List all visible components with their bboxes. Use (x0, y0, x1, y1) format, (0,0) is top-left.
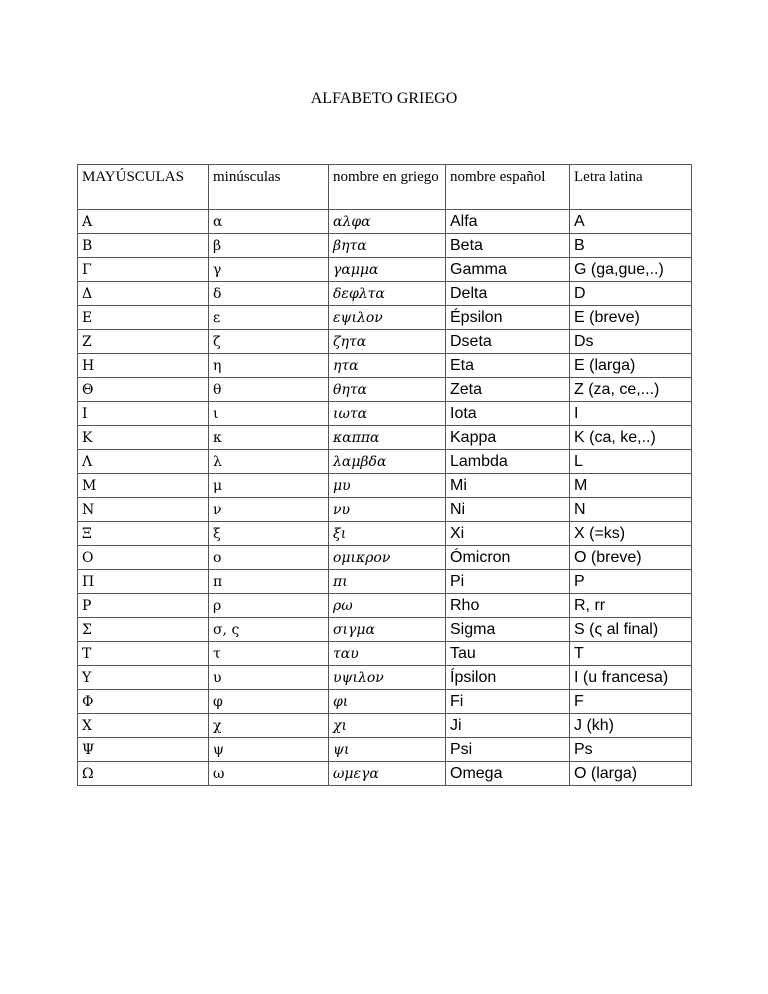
latin-letter-cell: T (570, 642, 692, 666)
table-row (78, 738, 692, 762)
spanish-name-cell: Xi (446, 522, 570, 546)
greek-name-cell: χι (329, 714, 446, 738)
header-spanish-name: nombre español (446, 165, 570, 210)
greek-name-cell: ομικρον (329, 546, 446, 570)
table-row (78, 258, 692, 282)
latin-letter-cell: A (570, 210, 692, 234)
spanish-name-cell: Ómicron (446, 546, 570, 570)
document-title (0, 90, 768, 108)
latin-letter-cell: E (breve) (570, 306, 692, 330)
lowercase-cell: η (209, 354, 329, 378)
spanish-name-cell: Eta (446, 354, 570, 378)
uppercase-cell: Χ (78, 714, 209, 738)
latin-letter-cell: Ds (570, 330, 692, 354)
spanish-name-cell: Ni (446, 498, 570, 522)
spanish-name-cell: Gamma (446, 258, 570, 282)
greek-name-cell: ιωτα (329, 402, 446, 426)
table-row (78, 378, 692, 402)
lowercase-cell: ω (209, 762, 329, 786)
greek-name-cell: πι (329, 570, 446, 594)
greek-name-cell: γαμμα (329, 258, 446, 282)
uppercase-cell: Φ (78, 690, 209, 714)
table-row (78, 282, 692, 306)
greek-name-cell: ταυ (329, 642, 446, 666)
spanish-name-cell: Ípsilon (446, 666, 570, 690)
table-row (78, 498, 692, 522)
latin-letter-cell: B (570, 234, 692, 258)
spanish-name-cell: Rho (446, 594, 570, 618)
uppercase-cell: Μ (78, 474, 209, 498)
spanish-name-cell: Psi (446, 738, 570, 762)
lowercase-cell: φ (209, 690, 329, 714)
latin-letter-cell: G (ga,gue,..) (570, 258, 692, 282)
lowercase-cell: χ (209, 714, 329, 738)
latin-letter-cell: K (ca, ke,..) (570, 426, 692, 450)
table-row (78, 714, 692, 738)
spanish-name-cell: Pi (446, 570, 570, 594)
uppercase-cell: Θ (78, 378, 209, 402)
table-row (78, 618, 692, 642)
uppercase-cell: Β (78, 234, 209, 258)
table-body (78, 210, 692, 786)
table-row (78, 690, 692, 714)
lowercase-cell: τ (209, 642, 329, 666)
uppercase-cell: Ι (78, 402, 209, 426)
lowercase-cell: κ (209, 426, 329, 450)
spanish-name-cell: Iota (446, 402, 570, 426)
latin-letter-cell: L (570, 450, 692, 474)
uppercase-cell: Ο (78, 546, 209, 570)
spanish-name-cell: Dseta (446, 330, 570, 354)
spanish-name-cell: Zeta (446, 378, 570, 402)
latin-letter-cell: M (570, 474, 692, 498)
latin-letter-cell: Ps (570, 738, 692, 762)
table-row (78, 522, 692, 546)
spanish-name-cell: Mi (446, 474, 570, 498)
greek-name-cell: καππα (329, 426, 446, 450)
greek-name-cell: μυ (329, 474, 446, 498)
table-row (78, 570, 692, 594)
spanish-name-cell: Fi (446, 690, 570, 714)
lowercase-cell: ι (209, 402, 329, 426)
table-row (78, 762, 692, 786)
uppercase-cell: Γ (78, 258, 209, 282)
greek-name-cell: ρω (329, 594, 446, 618)
latin-letter-cell: I (u francesa) (570, 666, 692, 690)
lowercase-cell: ψ (209, 738, 329, 762)
latin-letter-cell: O (larga) (570, 762, 692, 786)
greek-name-cell: ωμεγα (329, 762, 446, 786)
latin-letter-cell: Z (za, ce,...) (570, 378, 692, 402)
table-row (78, 450, 692, 474)
table-row (78, 354, 692, 378)
latin-letter-cell: S (ς al final) (570, 618, 692, 642)
latin-letter-cell: I (570, 402, 692, 426)
latin-letter-cell: X (=ks) (570, 522, 692, 546)
uppercase-cell: Π (78, 570, 209, 594)
table-row (78, 642, 692, 666)
greek-name-cell: ζητα (329, 330, 446, 354)
spanish-name-cell: Sigma (446, 618, 570, 642)
document-title-text: ALFABETO GRIEGO (310, 90, 458, 107)
lowercase-cell: σ, ς (209, 618, 329, 642)
lowercase-cell: ο (209, 546, 329, 570)
greek-alphabet-table (77, 164, 692, 786)
uppercase-cell: Ν (78, 498, 209, 522)
lowercase-cell: ξ (209, 522, 329, 546)
header-latin-letter: Letra latina (570, 165, 692, 210)
spanish-name-cell: Kappa (446, 426, 570, 450)
uppercase-cell: Λ (78, 450, 209, 474)
lowercase-cell: μ (209, 474, 329, 498)
table-row (78, 546, 692, 570)
spanish-name-cell: Alfa (446, 210, 570, 234)
table-row (78, 330, 692, 354)
lowercase-cell: ζ (209, 330, 329, 354)
greek-name-cell: φι (329, 690, 446, 714)
lowercase-cell: γ (209, 258, 329, 282)
uppercase-cell: Η (78, 354, 209, 378)
table-header-row (78, 165, 692, 210)
greek-name-cell: δεφλτα (329, 282, 446, 306)
greek-name-cell: αλφα (329, 210, 446, 234)
greek-name-cell: ξι (329, 522, 446, 546)
greek-name-cell: υψιλον (329, 666, 446, 690)
latin-letter-cell: N (570, 498, 692, 522)
table-row (78, 666, 692, 690)
latin-letter-cell: F (570, 690, 692, 714)
uppercase-cell: Υ (78, 666, 209, 690)
table-row (78, 474, 692, 498)
uppercase-cell: Ζ (78, 330, 209, 354)
lowercase-cell: ε (209, 306, 329, 330)
uppercase-cell: Ξ (78, 522, 209, 546)
greek-name-cell: ψι (329, 738, 446, 762)
latin-letter-cell: R, rr (570, 594, 692, 618)
uppercase-cell: Ρ (78, 594, 209, 618)
lowercase-cell: λ (209, 450, 329, 474)
latin-letter-cell: E (larga) (570, 354, 692, 378)
lowercase-cell: θ (209, 378, 329, 402)
table-row (78, 234, 692, 258)
uppercase-cell: Ε (78, 306, 209, 330)
table-row (78, 426, 692, 450)
lowercase-cell: π (209, 570, 329, 594)
uppercase-cell: Ω (78, 762, 209, 786)
greek-name-cell: εψιλον (329, 306, 446, 330)
header-uppercase: MAYÚSCULAS (78, 165, 209, 210)
spanish-name-cell: Delta (446, 282, 570, 306)
table-row (78, 402, 692, 426)
uppercase-cell: Σ (78, 618, 209, 642)
greek-name-cell: βητα (329, 234, 446, 258)
lowercase-cell: δ (209, 282, 329, 306)
uppercase-cell: Ψ (78, 738, 209, 762)
greek-name-cell: θητα (329, 378, 446, 402)
spanish-name-cell: Lambda (446, 450, 570, 474)
table-row (78, 306, 692, 330)
header-greek-name: nombre en griego (329, 165, 446, 210)
latin-letter-cell: D (570, 282, 692, 306)
header-lowercase: minúsculas (209, 165, 329, 210)
spanish-name-cell: Omega (446, 762, 570, 786)
greek-name-cell: λαμβδα (329, 450, 446, 474)
uppercase-cell: Δ (78, 282, 209, 306)
latin-letter-cell: P (570, 570, 692, 594)
greek-name-cell: σιγμα (329, 618, 446, 642)
uppercase-cell: Κ (78, 426, 209, 450)
lowercase-cell: υ (209, 666, 329, 690)
lowercase-cell: β (209, 234, 329, 258)
spanish-name-cell: Tau (446, 642, 570, 666)
lowercase-cell: ν (209, 498, 329, 522)
latin-letter-cell: O (breve) (570, 546, 692, 570)
spanish-name-cell: Épsilon (446, 306, 570, 330)
lowercase-cell: ρ (209, 594, 329, 618)
table-row (78, 210, 692, 234)
lowercase-cell: α (209, 210, 329, 234)
uppercase-cell: Α (78, 210, 209, 234)
greek-name-cell: ητα (329, 354, 446, 378)
greek-name-cell: νυ (329, 498, 446, 522)
uppercase-cell: Τ (78, 642, 209, 666)
latin-letter-cell: J (kh) (570, 714, 692, 738)
spanish-name-cell: Beta (446, 234, 570, 258)
table-row (78, 594, 692, 618)
spanish-name-cell: Ji (446, 714, 570, 738)
